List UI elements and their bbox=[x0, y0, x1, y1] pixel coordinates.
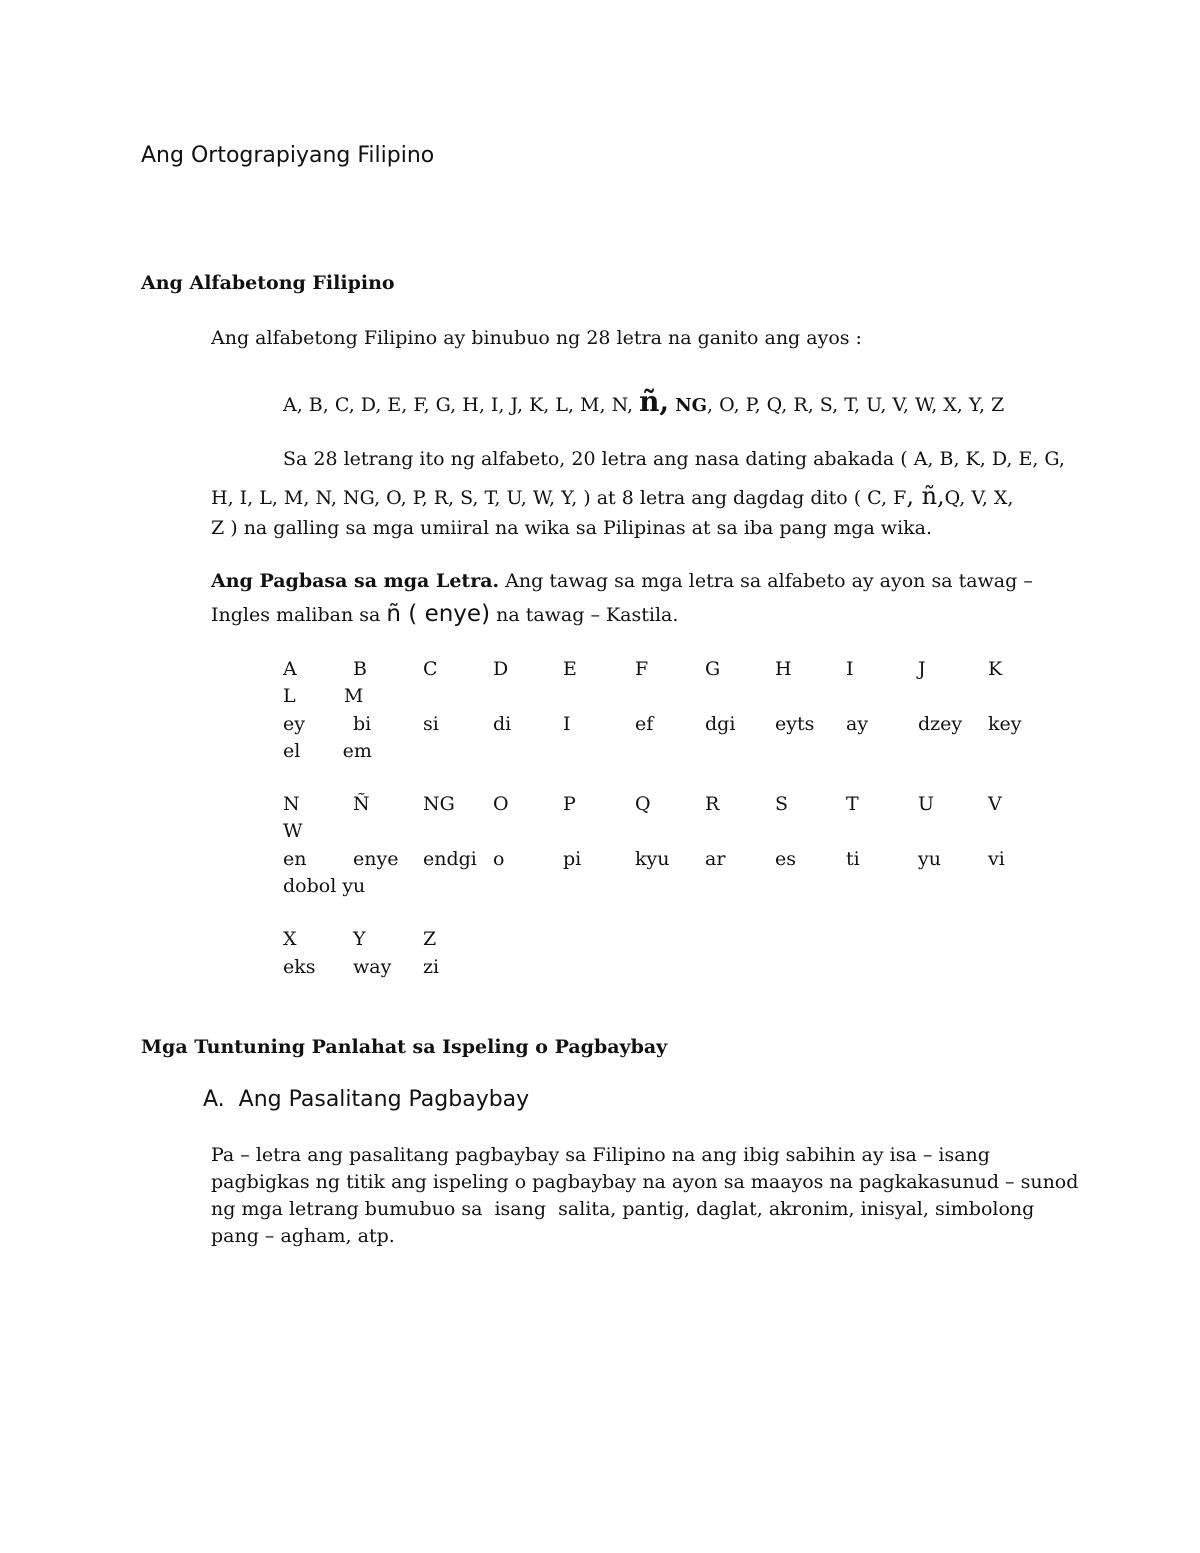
letter-cell: Z bbox=[423, 928, 437, 950]
pasalita-line: pagbigkas ng titik ang ispeling o pagbaybay na ayon sa maayos na pagkakasunud – sunod bbox=[211, 1171, 1079, 1193]
pagbasa-line2-text: Ingles maliban sa bbox=[211, 604, 387, 626]
pagbasa-text: Ang tawag sa mga letra sa alfabeto ay ayon sa tawag – bbox=[499, 570, 1033, 592]
name-cell: di bbox=[493, 713, 512, 735]
letter-cell: Ñ bbox=[353, 793, 370, 815]
name-cell: en bbox=[283, 848, 307, 870]
letters-wrap-2 bbox=[283, 820, 303, 842]
letters-wrap-2-text: W bbox=[283, 820, 303, 842]
name-cell: ti bbox=[846, 848, 860, 870]
alphabet-part2: , O, P, Q, R, S, T, U, V, W, X, Y, Z bbox=[707, 394, 1005, 416]
letter-cell: K bbox=[988, 658, 1003, 680]
pasalita-paragraph bbox=[211, 1142, 1078, 1250]
pagbasa-bold: Ang Pagbasa sa mga Letra. bbox=[211, 570, 500, 592]
letter-cell: A bbox=[283, 658, 297, 680]
name-cell: way bbox=[353, 956, 392, 978]
para2-line2-end: Q, V, X, bbox=[944, 487, 1014, 509]
name-cell: zi bbox=[423, 956, 440, 978]
letter-cell: U bbox=[918, 793, 935, 815]
letter-cell: P bbox=[563, 793, 576, 815]
names-wrap-1-text: el em bbox=[283, 740, 372, 762]
name-cell: vi bbox=[988, 848, 1005, 870]
para2-line1: Sa 28 letrang ito ng alfabeto, 20 letra ang nasa dating abakada ( A, B, K, D, E, G, bbox=[283, 448, 1065, 470]
letter-cell: H bbox=[775, 658, 792, 680]
name-cell: yu bbox=[918, 848, 941, 870]
pagbasa-enye: ñ ( enye) bbox=[386, 601, 491, 627]
section-heading-tuntunin: Mga Tuntuning Panlahat sa Ispeling o Pagbaybay bbox=[141, 1036, 668, 1058]
name-cell: key bbox=[988, 713, 1022, 735]
letter-cell: I bbox=[846, 658, 854, 680]
alphabet-part1: A, B, C, D, E, F, G, H, I, J, K, L, M, N, bbox=[283, 394, 640, 416]
subheading-pasalita: A. Ang Pasalitang Pagbaybay bbox=[203, 1087, 530, 1112]
alphabet-line bbox=[283, 386, 1004, 422]
letter-cell: C bbox=[423, 658, 438, 680]
name-cell: eyts bbox=[775, 713, 815, 735]
letter-cell: D bbox=[493, 658, 509, 680]
names-wrap-2-text: dobol yu bbox=[283, 875, 366, 897]
letter-cell: V bbox=[988, 793, 1002, 815]
name-cell: si bbox=[423, 713, 439, 735]
name-cell: pi bbox=[563, 848, 582, 870]
letter-cell: S bbox=[775, 793, 789, 815]
letter-cell: N bbox=[283, 793, 300, 815]
letter-cell: NG bbox=[423, 793, 455, 815]
name-cell: ef bbox=[635, 713, 654, 735]
pagbasa-line2-end: na tawag – Kastila. bbox=[490, 604, 679, 626]
letter-cell: J bbox=[918, 658, 926, 680]
letter-cell: F bbox=[635, 658, 649, 680]
names-wrap-2 bbox=[283, 875, 365, 897]
pasalita-line: Pa – letra ang pasalitang pagbaybay sa Filipino na ang ibig sabihin ay isa – isang bbox=[211, 1144, 990, 1166]
pasalita-line: pang – agham, atp. bbox=[211, 1225, 395, 1247]
letter-cell: X bbox=[283, 928, 297, 950]
letters-wrap-1-text: L M bbox=[283, 685, 364, 707]
name-cell: bi bbox=[353, 713, 372, 735]
letter-cell: T bbox=[846, 793, 859, 815]
name-cell: ay bbox=[846, 713, 869, 735]
name-cell: eks bbox=[283, 956, 316, 978]
pagbasa-line2 bbox=[211, 598, 678, 631]
alphabet-ng: NG bbox=[675, 395, 708, 416]
letter-cell: R bbox=[705, 793, 720, 815]
letter-cell: Y bbox=[353, 928, 366, 950]
name-cell: I bbox=[563, 713, 571, 735]
pasalita-line: ng mga letrang bumubuo sa isang salita, pantig, daglat, akronim, inisyal, simbolong bbox=[211, 1198, 1035, 1220]
letter-cell: B bbox=[353, 658, 367, 680]
name-cell: kyu bbox=[635, 848, 670, 870]
intro-paragraph: Ang alfabetong Filipino ay binubuo ng 28 letra na ganito ang ayos : bbox=[211, 327, 862, 349]
para2-enye: , ñ, bbox=[906, 482, 945, 510]
name-cell: endgi bbox=[423, 848, 477, 870]
section-heading-alfabeto: Ang Alfabetong Filipino bbox=[141, 272, 395, 294]
name-cell: es bbox=[775, 848, 796, 870]
alphabet-enye: ñ, bbox=[639, 385, 670, 418]
letter-cell: G bbox=[705, 658, 721, 680]
pagbasa-line1 bbox=[211, 565, 1033, 597]
letter-cell: E bbox=[563, 658, 577, 680]
para2-line2-text: H, I, L, M, N, NG, O, P, R, S, T, U, W, Y, ) at 8 letra ang dagdag dito ( C, F bbox=[211, 487, 907, 509]
letters-wrap-1 bbox=[283, 685, 363, 707]
name-cell: enye bbox=[353, 848, 399, 870]
name-cell: ar bbox=[705, 848, 726, 870]
name-cell: dzey bbox=[918, 713, 963, 735]
name-cell: o bbox=[493, 848, 505, 870]
document-title: Ang Ortograpiyang Filipino bbox=[141, 143, 435, 168]
names-wrap-1 bbox=[283, 740, 372, 762]
letter-cell: O bbox=[493, 793, 509, 815]
letter-cell: Q bbox=[635, 793, 651, 815]
para2-line2 bbox=[211, 480, 1013, 514]
para2-line3: Z ) na galling sa mga umiiral na wika sa Pilipinas at sa iba pang mga wika. bbox=[211, 517, 933, 539]
name-cell: ey bbox=[283, 713, 305, 735]
name-cell: dgi bbox=[705, 713, 736, 735]
